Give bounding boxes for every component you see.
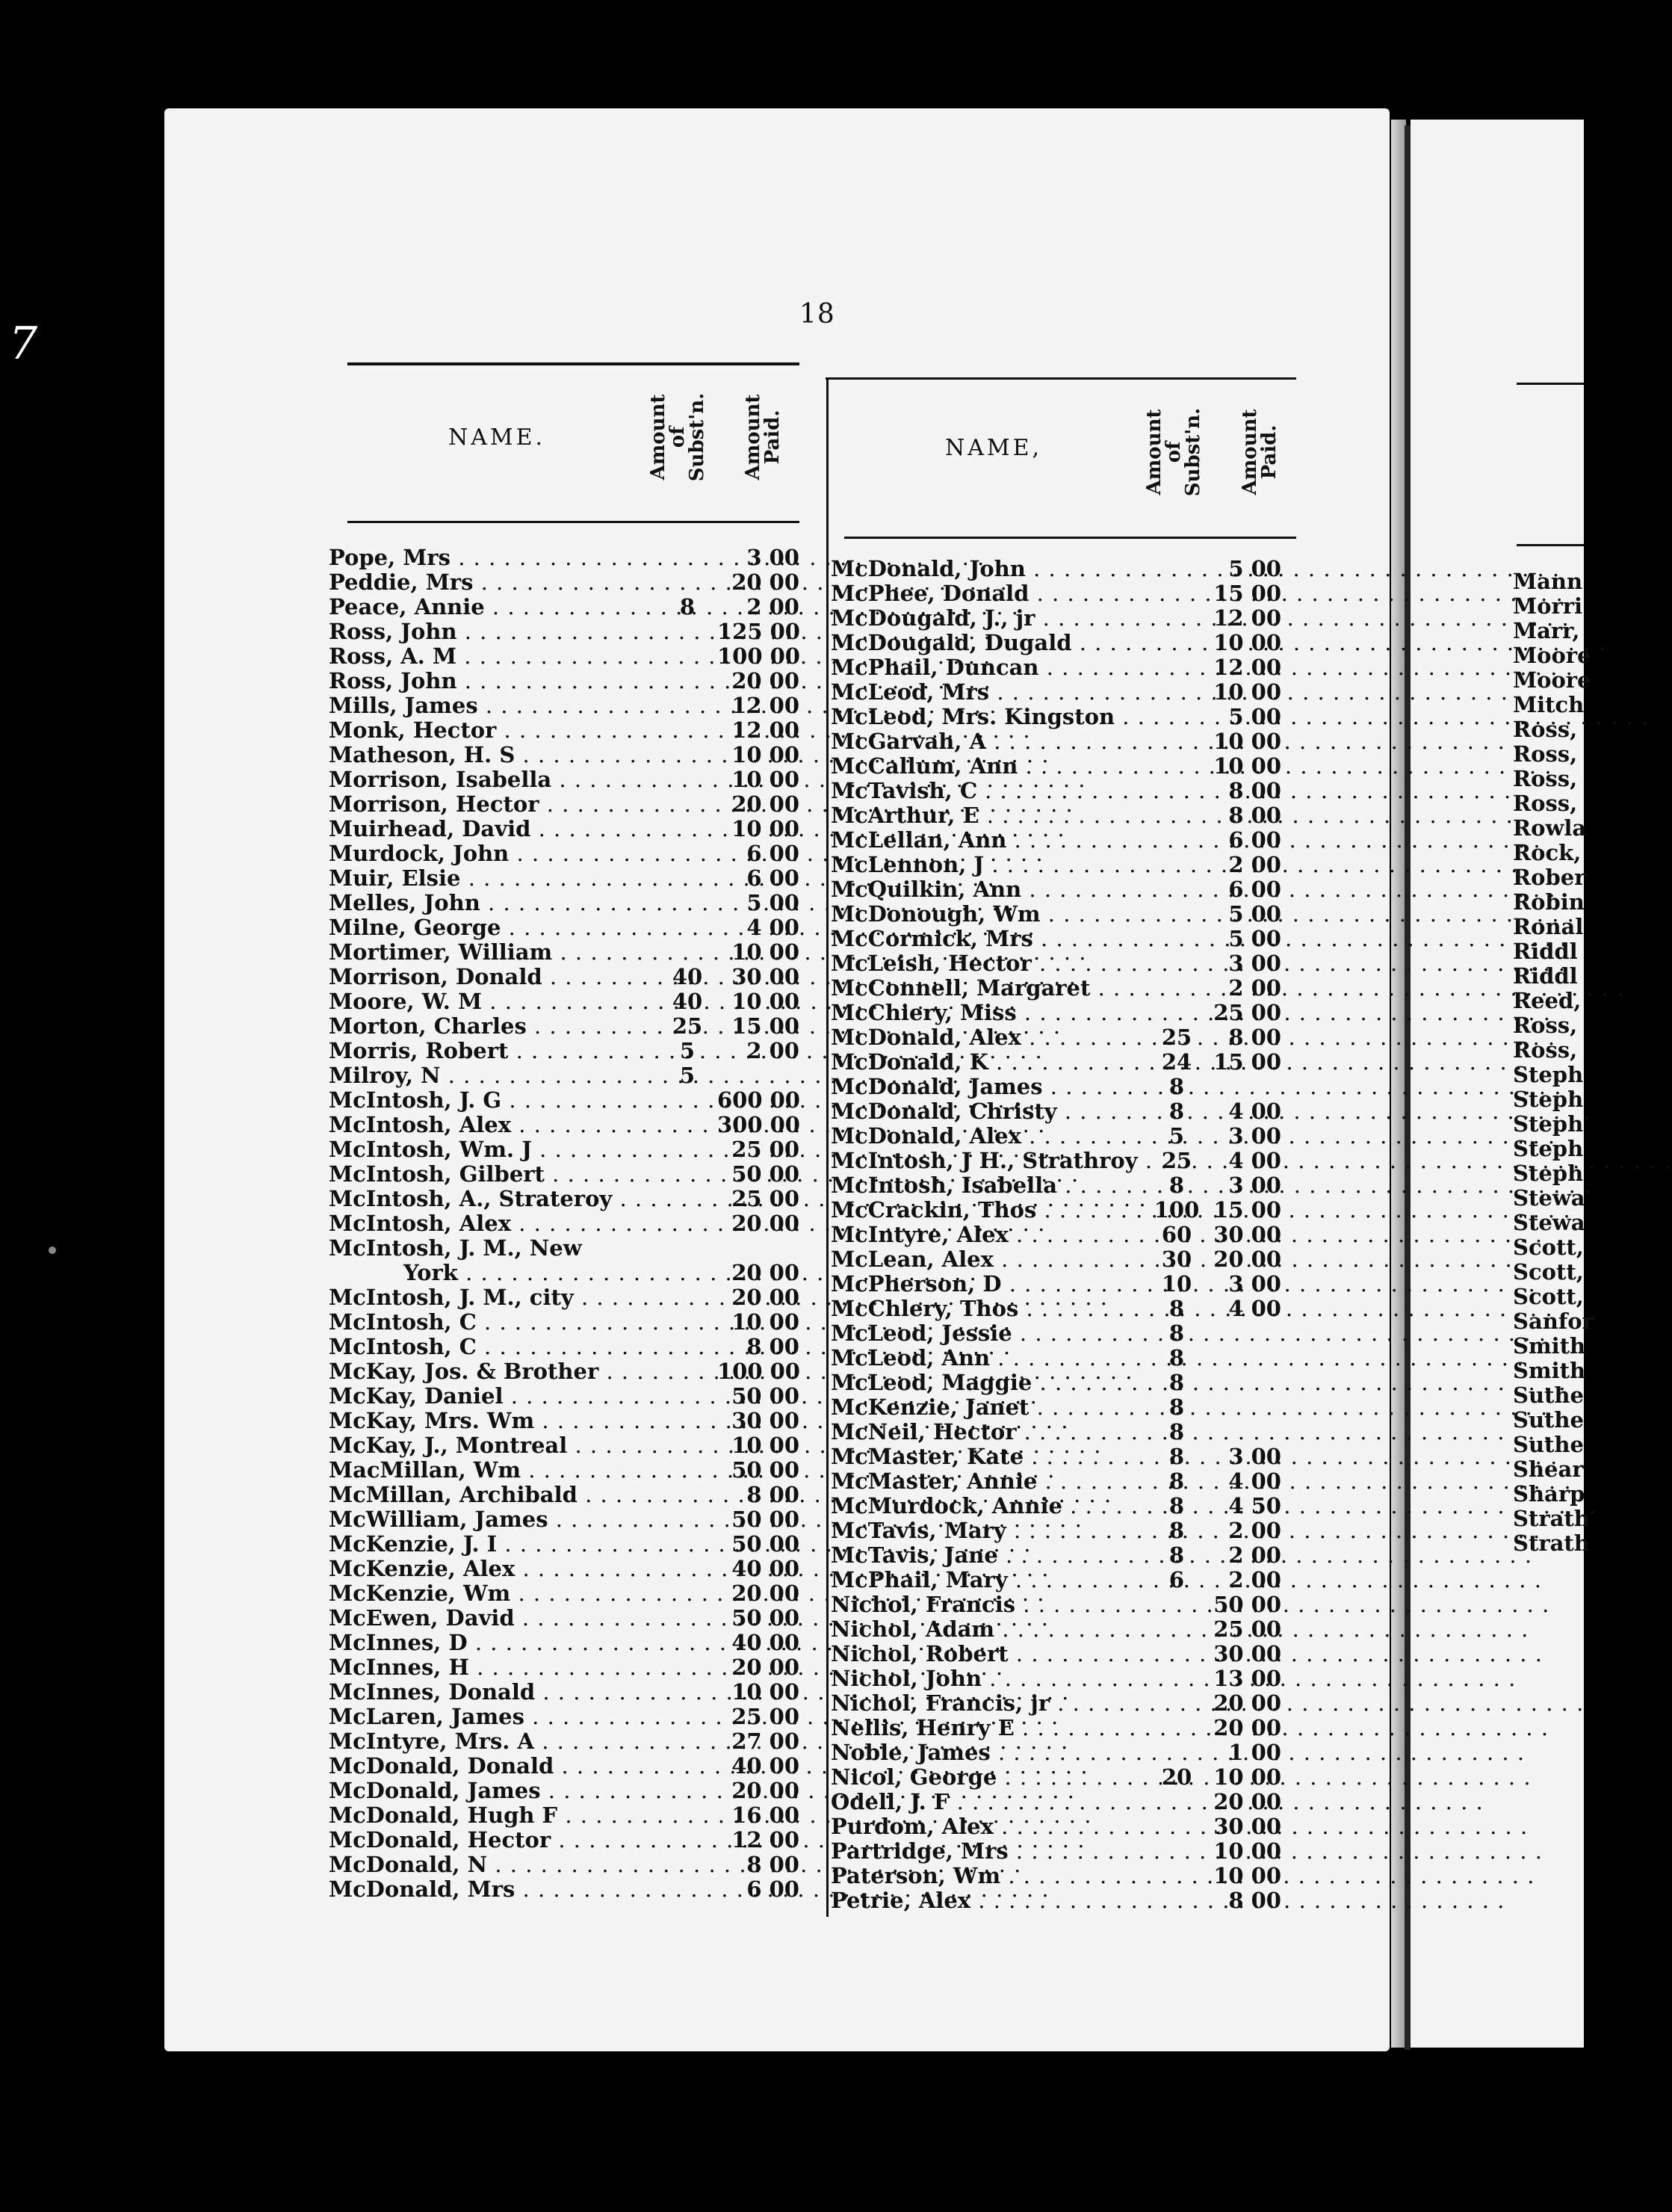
subscriber-name: Nichol, Robert . . . <box>831 1642 1159 1666</box>
amount-subscribed: 5 <box>1168 1123 1185 1149</box>
amount-subscribed: 8 <box>1168 1345 1185 1371</box>
amount-paid: 40 00 <box>731 1556 799 1581</box>
next-page-name-fragment: Steph <box>1513 1111 1584 1137</box>
next-page-name-fragment: Riddl <box>1513 963 1578 989</box>
subscriber-name: McCormick, Mrs . . . <box>831 927 1159 951</box>
amount-subscribed: 8 <box>1168 1518 1185 1543</box>
next-page-name-fragment: Ross, <box>1513 766 1578 791</box>
subscriber-name: Milroy, N . . . <box>329 1063 650 1088</box>
subscriber-name: McDonald, N . . . <box>329 1853 650 1877</box>
subscriber-name: Ross, A. M . . . <box>329 644 650 669</box>
amount-paid: 30 00 <box>1213 1222 1281 1247</box>
amount-paid: 10 00 <box>1213 753 1281 779</box>
next-page-name-fragment: Mitch <box>1513 692 1585 717</box>
next-page-name-fragment: Suthe <box>1513 1407 1584 1433</box>
subscriber-name: McPherson, D . . . <box>831 1272 1159 1297</box>
amount-paid: 5 00 <box>1228 556 1281 581</box>
amount-subscribed: 10 <box>1161 1271 1192 1297</box>
amount-subscribed: 60 <box>1161 1222 1192 1247</box>
subscriber-name: McChiery, Miss . . . <box>831 1001 1159 1025</box>
amount-paid: 10 00 <box>731 742 799 767</box>
amount-paid: 50 00 <box>731 1161 799 1187</box>
amount-paid: 4 00 <box>1228 1468 1281 1494</box>
subscriber-name: Noble, James . . . <box>831 1740 1159 1765</box>
subscriber-name: McEwen, David . . . <box>329 1606 650 1631</box>
subscriber-name: McCrackin, Thos . . . <box>831 1198 1159 1223</box>
amount-paid: 20 00 <box>731 1260 799 1285</box>
next-page-name-fragment: Robin <box>1513 889 1585 915</box>
next-page-name-fragment: Strath <box>1513 1530 1590 1556</box>
next-page-name-fragment: Ross, <box>1513 1013 1578 1038</box>
subscriber-name: McLaren, James . . . <box>329 1705 650 1729</box>
subscriber-name: McLennon, J . . . <box>831 853 1159 877</box>
next-page-name-fragment: Steph <box>1513 1062 1584 1087</box>
amount-paid: 50 00 <box>731 1457 799 1483</box>
amount-subscribed: 8 <box>1168 1468 1185 1494</box>
next-page-name-fragment: Stewa <box>1513 1210 1585 1235</box>
subscriber-name: McLeod, Mrs. Kingston . . . <box>831 705 1159 729</box>
amount-paid: 20 00 <box>1213 1690 1281 1716</box>
next-page-name-fragment: Ronal <box>1513 914 1584 939</box>
amount-paid: 20 00 <box>731 569 799 595</box>
amount-paid: 1 00 <box>1228 1740 1281 1765</box>
page-number: 18 <box>799 299 835 330</box>
amount-paid: 10 00 <box>731 989 799 1014</box>
subscriber-name: McDonald, James . . . <box>831 1075 1159 1099</box>
subscriber-name: McIntosh, C . . . <box>329 1310 650 1335</box>
amount-paid: 20 00 <box>731 1778 799 1803</box>
amount-paid: 40 00 <box>731 1630 799 1655</box>
subscriber-name: McLellan, Ann . . . <box>831 828 1159 853</box>
amount-subscribed: 20 <box>1161 1764 1192 1790</box>
amount-paid: 20 00 <box>731 1211 799 1236</box>
amount-paid: 50 00 <box>731 1531 799 1557</box>
amount-paid: 6 00 <box>1228 877 1281 902</box>
subscriber-name: Milne, George . . . <box>329 915 650 940</box>
header-name-left: NAME. <box>448 424 546 451</box>
amount-subscribed: 8 <box>1168 1370 1185 1395</box>
subscriber-name: Purdom, Alex . . . <box>831 1814 1159 1839</box>
amount-subscribed: 8 <box>1168 1296 1185 1321</box>
subscriber-name: McIntosh, J. M., city . . . <box>329 1285 650 1310</box>
amount-paid: 20 00 <box>731 1655 799 1680</box>
amount-paid: 8 00 <box>746 1852 799 1877</box>
top-rule-next <box>1517 383 1584 385</box>
subscriber-name: Peddie, Mrs . . . <box>329 570 650 595</box>
next-page-name-fragment: Strath <box>1513 1506 1590 1531</box>
amount-subscribed: 40 <box>672 964 703 989</box>
subscriber-name: McNeil, Hector . . . <box>831 1420 1159 1445</box>
subscriber-name: McDonald, Mrs . . . <box>329 1877 650 1902</box>
subscriber-name: McDonald, Christy . . . <box>831 1099 1159 1124</box>
amount-paid: 300 00 <box>717 1112 800 1137</box>
amount-paid: 4 00 <box>1228 1296 1281 1321</box>
amount-paid: 100 00 <box>717 1359 800 1384</box>
subscriber-name: McDonald, James . . . <box>329 1779 650 1803</box>
subscriber-name: McDonald, K . . . <box>831 1050 1159 1075</box>
amount-paid: 2 00 <box>1228 1567 1281 1592</box>
subscriber-name: Morton, Charles . . . <box>329 1014 650 1039</box>
subscriber-name: Petrie, Alex . . . <box>831 1888 1159 1913</box>
amount-subscribed: 8 <box>1168 1394 1185 1420</box>
next-page-name-fragment: Scott, <box>1513 1259 1584 1285</box>
amount-paid: 8 00 <box>1228 1888 1281 1913</box>
amount-paid: 10 00 <box>731 939 799 965</box>
subscriber-name: Muir, Elsie . . . <box>329 866 650 891</box>
amount-paid: 25 00 <box>1213 1616 1281 1642</box>
amount-paid: 6 00 <box>1228 827 1281 853</box>
amount-subscribed: 8 <box>1168 1419 1185 1445</box>
amount-paid: 10 00 <box>731 1433 799 1458</box>
subscriber-name: McKay, J., Montreal . . . <box>329 1433 650 1458</box>
subscriber-name: McPhee, Donald . . . <box>831 581 1159 606</box>
amount-paid: 3 00 <box>1228 1444 1281 1469</box>
amount-paid: 8 00 <box>746 1482 799 1507</box>
header-name-right: NAME, <box>945 435 1043 461</box>
amount-paid: 10 00 <box>1213 1764 1281 1790</box>
subscriber-name: McDonough, Wm . . . <box>831 902 1159 927</box>
subscriber-name: McKenzie, Wm . . . <box>329 1581 650 1606</box>
next-page-name-fragment: Scott, <box>1513 1235 1584 1260</box>
next-page-name-fragment: Suthe <box>1513 1432 1584 1457</box>
header-rule-right <box>844 537 1296 539</box>
amount-paid: 30 00 <box>1213 1814 1281 1839</box>
header-amount-subst-left: Amount of Subst'n. <box>647 392 708 482</box>
amount-paid: 3 00 <box>746 545 799 570</box>
subscriber-name: McInnes, Donald . . . <box>329 1680 650 1705</box>
amount-paid: 20 00 <box>1213 1246 1281 1272</box>
amount-paid: 40 00 <box>731 1753 799 1779</box>
amount-paid: 3 00 <box>1228 1271 1281 1297</box>
next-page-name-fragment: Ross, <box>1513 741 1578 767</box>
subscriber-name: McDonald, Alex . . . <box>831 1124 1159 1149</box>
amount-paid: 6 00 <box>746 841 799 866</box>
amount-subscribed: 25 <box>1161 1148 1192 1173</box>
amount-paid: 125 00 <box>717 619 800 644</box>
subscriber-name: Ross, John . . . <box>329 669 650 693</box>
subscriber-name: McIntosh, Alex . . . <box>329 1211 650 1236</box>
subscriber-name: Nichol, Adam . . . <box>831 1617 1159 1642</box>
amount-subscribed: 5 <box>679 1038 696 1063</box>
subscriber-name: Odell, J. F . . . <box>831 1790 1159 1814</box>
amount-paid: 12 00 <box>731 1827 799 1853</box>
subscriber-name: McLean, Alex . . . <box>831 1247 1159 1272</box>
subscriber-name: McDonald, Alex . . . <box>831 1025 1159 1050</box>
subscriber-name: McDonald, Hector . . . <box>329 1828 650 1853</box>
margin-mark: 7 <box>9 318 38 370</box>
amount-paid: 20 00 <box>1213 1789 1281 1814</box>
subscriber-name: Ross, John . . . <box>329 620 650 644</box>
amount-paid: 5 00 <box>1228 704 1281 729</box>
subscriber-name: McDonald, John . . . <box>831 557 1159 581</box>
next-page-name-fragment: Ross, <box>1513 717 1578 742</box>
header-rule-left <box>347 521 799 523</box>
subscriber-name: Pope, Mrs . . . <box>329 546 650 570</box>
next-page-name-fragment: Shear <box>1513 1456 1584 1482</box>
amount-paid: 10 00 <box>731 767 799 792</box>
subscriber-name: Nichol, Francis, jr . . . <box>831 1691 1159 1716</box>
amount-paid: 15 00 <box>1213 1049 1281 1075</box>
amount-paid: 10 00 <box>731 1679 799 1705</box>
subscriber-name: McIntosh, A., Strateroy . . . <box>329 1187 650 1211</box>
amount-paid: 6 00 <box>746 1876 799 1902</box>
subscriber-name: McMillan, Archibald . . . <box>329 1483 650 1507</box>
subscriber-name: Nellis, Henry E . . . <box>831 1716 1159 1740</box>
next-page-name-fragment: Moore <box>1513 643 1591 668</box>
amount-paid: 3 00 <box>1228 1173 1281 1198</box>
amount-paid: 6 00 <box>746 865 799 891</box>
next-page-name-fragment: Riddl <box>1513 939 1578 964</box>
subscriber-name: Morrison, Hector . . . <box>329 792 650 817</box>
subscriber-name: McCallum, Ann . . . <box>831 754 1159 779</box>
amount-paid: 12 00 <box>731 693 799 718</box>
subscriber-name: McLeod, Mrs . . . <box>831 680 1159 705</box>
amount-paid: 10 00 <box>1213 1863 1281 1888</box>
subscriber-name: McInnes, D . . . <box>329 1631 650 1655</box>
subscriber-name: Muirhead, David . . . <box>329 817 650 841</box>
amount-paid: 2 00 <box>1228 975 1281 1001</box>
subscriber-name: McIntyre, Alex . . . <box>831 1223 1159 1247</box>
subscriber-name: Nichol, John . . . <box>831 1666 1159 1691</box>
amount-paid: 10 00 <box>1213 729 1281 754</box>
subscriber-name: McLeish, Hector . . . <box>831 951 1159 976</box>
next-page-name-fragment: Sanfor <box>1513 1309 1594 1334</box>
header-amount-subst-right: Amount of Subst'n. <box>1143 407 1204 497</box>
amount-subscribed: 8 <box>1168 1493 1185 1519</box>
next-page-name-fragment: Morri <box>1513 593 1583 619</box>
amount-paid: 16 00 <box>731 1802 799 1828</box>
subscriber-name: McChlery, Thos . . . <box>831 1297 1159 1321</box>
subscriber-name: McKay, Daniel . . . <box>329 1384 650 1409</box>
amount-paid: 30 00 <box>731 1408 799 1433</box>
amount-paid: 2 00 <box>746 594 799 620</box>
subscriber-name: McTavis, Mary . . . <box>831 1519 1159 1543</box>
subscriber-name: McConnell, Margaret . . . <box>831 976 1159 1001</box>
subscriber-name: McPhail, Mary . . . <box>831 1568 1159 1592</box>
amount-paid: 13 00 <box>1213 1666 1281 1691</box>
amount-paid: 2 00 <box>1228 852 1281 877</box>
subscriber-name: McIntosh, J. G . . . <box>329 1088 650 1113</box>
subscriber-name: MacMillan, Wm . . . <box>329 1458 650 1483</box>
amount-paid: 10 00 <box>731 816 799 841</box>
subscriber-name: McDonald, Donald . . . <box>329 1754 650 1779</box>
next-page-name-fragment: Ross, <box>1513 791 1578 816</box>
amount-paid: 20 00 <box>731 668 799 693</box>
amount-paid: 4 00 <box>1228 1148 1281 1173</box>
next-page-name-fragment: Scott, <box>1513 1284 1584 1309</box>
subscriber-name: Matheson, H. S . . . <box>329 743 650 767</box>
subscriber-name: McLeod, Maggie . . . <box>831 1371 1159 1395</box>
amount-paid: 25 00 <box>731 1186 799 1211</box>
amount-paid: 4 50 <box>1228 1493 1281 1519</box>
subscriber-name: Monk, Hector . . . <box>329 718 650 743</box>
amount-paid: 30 00 <box>731 964 799 989</box>
subscriber-name: McIntosh, J. M., New <box>329 1235 582 1261</box>
amount-paid: 12 00 <box>731 717 799 743</box>
subscriber-name: Peace, Annie . . . <box>329 595 650 620</box>
next-page-name-fragment: Stewa <box>1513 1185 1585 1211</box>
subscriber-name: McMurdock, Annie . . . <box>831 1494 1159 1519</box>
next-page-name-fragment: Rober <box>1513 865 1586 890</box>
amount-paid: 10 00 <box>731 1309 799 1335</box>
subscriber-name: Paterson, Wm . . . <box>831 1864 1159 1888</box>
amount-subscribed: 8 <box>1168 1173 1185 1198</box>
subscriber-name: McIntosh, Alex . . . <box>329 1113 650 1137</box>
header-rule-next <box>1517 544 1584 546</box>
amount-paid: 5 00 <box>746 890 799 915</box>
amount-paid: 4 00 <box>746 915 799 940</box>
subscriber-name: McPhail, Duncan . . . <box>831 655 1159 680</box>
subscriber-name: McIntosh, Gilbert . . . <box>329 1162 650 1187</box>
amount-subscribed: 40 <box>672 989 703 1014</box>
amount-paid: 8 00 <box>746 1334 799 1359</box>
subscriber-name: Nicol, George . . . <box>831 1765 1159 1790</box>
amount-subscribed: 8 <box>1168 1074 1185 1099</box>
next-page-name-fragment: Mann <box>1513 569 1583 594</box>
subscriber-name: Morrison, Donald . . . <box>329 965 650 989</box>
next-page-fragment-list <box>1513 569 1594 1556</box>
next-page-name-fragment: Moore <box>1513 667 1591 693</box>
subscriber-name: McIntyre, Mrs. A . . . <box>329 1729 650 1754</box>
amount-paid: 50 00 <box>731 1605 799 1631</box>
amount-paid: 25 00 <box>731 1137 799 1162</box>
next-page-name-fragment: Ross, <box>1513 1037 1578 1063</box>
subscriber-name: McTavish, C . . . <box>831 779 1159 803</box>
next-page-name-fragment: Suthe <box>1513 1382 1584 1408</box>
amount-subscribed: 100 <box>1154 1197 1200 1223</box>
subscriber-name: McInnes, H . . . <box>329 1655 650 1680</box>
header-amount-paid-left: Amount Paid. <box>742 394 784 481</box>
amount-paid: 27 00 <box>731 1728 799 1754</box>
amount-subscribed: 8 <box>1168 1320 1185 1346</box>
amount-paid: 30 00 <box>1213 1641 1281 1666</box>
next-page-name-fragment: Sharp <box>1513 1481 1585 1507</box>
subscriber-name: Morrison, Isabella . . . <box>329 767 650 792</box>
next-page-name-fragment: Reed, <box>1513 988 1582 1013</box>
amount-paid: 2 00 <box>746 1038 799 1063</box>
next-page-name-fragment: Marr, <box>1513 618 1580 643</box>
amount-subscribed: 8 <box>679 594 696 620</box>
amount-paid: 8 00 <box>1228 1025 1281 1050</box>
amount-paid: 15 00 <box>1213 581 1281 606</box>
subscriber-name: McLeod, Ann . . . <box>831 1346 1159 1371</box>
amount-paid: 50 00 <box>1213 1592 1281 1617</box>
subscriber-name: McKay, Jos. & Brother . . . <box>329 1359 650 1384</box>
amount-subscribed: 25 <box>672 1013 703 1039</box>
amount-paid: 50 00 <box>731 1383 799 1409</box>
amount-paid: 20 00 <box>731 1285 799 1310</box>
amount-subscribed: 30 <box>1161 1246 1192 1272</box>
amount-subscribed: 24 <box>1161 1049 1192 1075</box>
subscriber-name: McLeod, Jessie . . . <box>831 1321 1159 1346</box>
amount-paid: 3 00 <box>1228 1123 1281 1149</box>
amount-subscribed: 25 <box>1161 1025 1192 1050</box>
amount-paid: 20 00 <box>731 791 799 817</box>
subscriber-name: McKenzie, Alex . . . <box>329 1557 650 1581</box>
amount-paid: 2 00 <box>1228 1542 1281 1568</box>
next-page-name-fragment: Smith <box>1513 1333 1586 1359</box>
amount-paid: 25 00 <box>731 1704 799 1729</box>
subscriber-name: McKenzie, Janet . . . <box>831 1395 1159 1420</box>
subscriber-name: McIntosh, J H., Strathroy . . . <box>831 1149 1159 1173</box>
amount-paid: 50 00 <box>731 1507 799 1532</box>
subscriber-name: McGarvah, A . . . <box>831 729 1159 754</box>
subscriber-name: McDonald, Hugh F . . . <box>329 1803 650 1828</box>
amount-paid: 20 00 <box>1213 1715 1281 1740</box>
header-amount-paid-right: Amount Paid. <box>1239 409 1281 495</box>
amount-paid: 5 00 <box>1228 926 1281 951</box>
subscriber-name: Partridge, Mrs . . . <box>831 1839 1159 1864</box>
subscriber-name: Murdock, John . . . <box>329 841 650 866</box>
amount-subscribed: 8 <box>1168 1542 1185 1568</box>
subscriber-name: Melles, John . . . <box>329 891 650 915</box>
amount-paid: 10 00 <box>1213 679 1281 705</box>
next-page-name-fragment: Rowla <box>1513 815 1587 841</box>
subscriber-name: McKenzie, J. I . . . <box>329 1532 650 1557</box>
subscriber-name: Mills, James . . . <box>329 693 650 718</box>
subscriber-name: York . . . <box>329 1261 725 1285</box>
amount-paid: 25 00 <box>1213 1000 1281 1025</box>
subscriber-name: McTavis, Jane . . . <box>831 1543 1159 1568</box>
subscriber-name: Mortimer, William . . . <box>329 940 650 965</box>
subscriber-name: McWilliam, James . . . <box>329 1507 650 1532</box>
next-page-name-fragment: Steph <box>1513 1161 1584 1186</box>
subscriber-name: McKay, Mrs. Wm . . . <box>329 1409 650 1433</box>
amount-paid: 12 00 <box>1213 605 1281 631</box>
amount-paid: 2 00 <box>1228 1518 1281 1543</box>
amount-paid: 20 00 <box>731 1581 799 1606</box>
amount-paid: 10 00 <box>1213 1838 1281 1864</box>
subscriber-name: McIntosh, C . . . <box>329 1335 650 1359</box>
subscriber-name: Morris, Robert . . . <box>329 1039 650 1063</box>
subscriber-name: McQuilkin, Ann . . . <box>831 877 1159 902</box>
top-rule-left <box>347 362 799 365</box>
amount-paid: 5 00 <box>1228 901 1281 927</box>
subscriber-name: McMaster, Annie . . . <box>831 1469 1159 1494</box>
next-page-name-fragment: Steph <box>1513 1136 1584 1161</box>
subscriber-name: McIntosh, Isabella . . . <box>831 1173 1159 1198</box>
amount-paid: 8 00 <box>1228 778 1281 803</box>
next-page-name-fragment: Smith <box>1513 1358 1586 1383</box>
amount-paid: 12 00 <box>1213 655 1281 680</box>
next-page-name-fragment: Steph <box>1513 1087 1584 1112</box>
speck <box>49 1246 56 1254</box>
amount-subscribed: 5 <box>679 1063 696 1088</box>
amount-paid: 3 00 <box>1228 951 1281 976</box>
amount-paid: 8 00 <box>1228 803 1281 828</box>
amount-paid: 600 00 <box>717 1087 800 1113</box>
amount-paid: 4 00 <box>1228 1099 1281 1124</box>
subscriber-name: McMaster, Kate . . . <box>831 1445 1159 1469</box>
amount-paid: 15 00 <box>1213 1197 1281 1223</box>
next-page-name-fragment: Rock, <box>1513 840 1582 865</box>
subscriber-name: McDougald, Dugald . . . <box>831 631 1159 655</box>
amount-paid: 15 00 <box>731 1013 799 1039</box>
subscriber-name: McDougald, J., jr . . . <box>831 606 1159 631</box>
subscriber-name: Nichol, Francis . . . <box>831 1592 1159 1617</box>
amount-subscribed: 8 <box>1168 1444 1185 1469</box>
subscriber-name: Moore, W. M . . . <box>329 989 650 1014</box>
amount-paid: 10 00 <box>1213 630 1281 655</box>
subscriber-name: McArthur, E . . . <box>831 803 1159 828</box>
top-rule-right <box>826 377 1296 380</box>
amount-subscribed: 8 <box>1168 1099 1185 1124</box>
subscriber-name: McIntosh, Wm. J . . . <box>329 1137 650 1162</box>
amount-paid: 100 00 <box>717 643 800 669</box>
amount-subscribed: 6 <box>1168 1567 1185 1592</box>
